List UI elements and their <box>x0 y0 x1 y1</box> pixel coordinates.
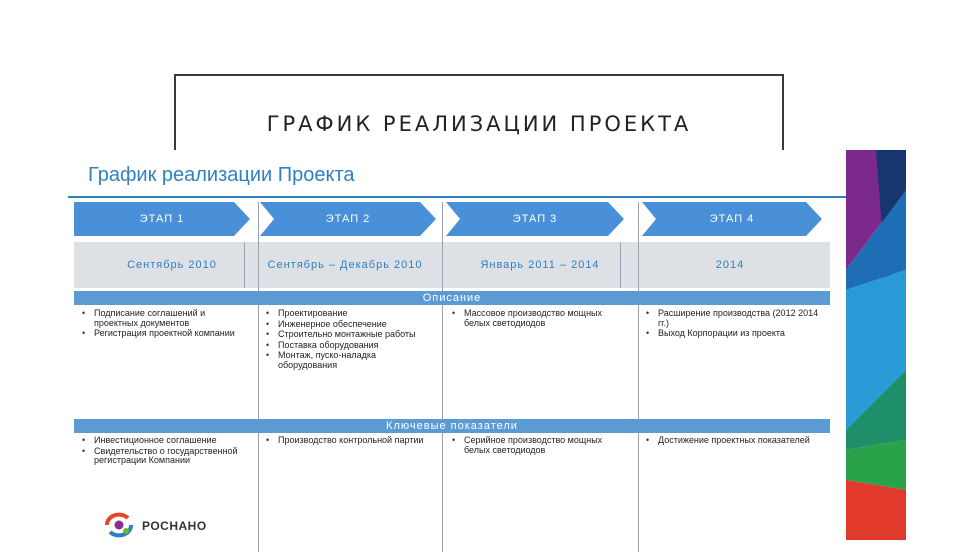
column-divider <box>638 202 639 552</box>
date-divider <box>244 242 245 288</box>
column-divider <box>258 202 259 552</box>
stage-arrow-1 <box>74 202 250 236</box>
slide-title: ГРАФИК РЕАЛИЗАЦИИ ПРОЕКТА <box>266 112 692 136</box>
section-kpi-band: Ключевые показатели <box>74 419 830 433</box>
date-cell-2: Сентябрь – Декабрь 2010 <box>267 259 423 271</box>
schedule-panel <box>60 150 846 540</box>
description-list-3 <box>450 309 620 329</box>
list-item: • Инженерное обеспечение <box>264 320 434 330</box>
column-divider <box>442 202 443 552</box>
kpi-list-3 <box>450 436 620 456</box>
stage-arrow-2 <box>260 202 436 236</box>
stage-label-4: ЭТАП 4 <box>709 213 755 225</box>
list-item: • Свидетельство о государственной регистрации Компании <box>80 447 250 466</box>
date-cell-4: 2014 <box>715 259 745 271</box>
kpi-list-4 <box>644 436 814 447</box>
decorative-stripe <box>846 150 906 540</box>
description-list-2 <box>264 309 434 371</box>
title-rule <box>68 196 846 198</box>
list-item: • Регистрация проектной компании <box>80 329 250 339</box>
stage-arrow-3 <box>446 202 624 236</box>
list-item: • Достижение проектных показателей <box>644 436 814 446</box>
list-item: • Монтаж, пуско-наладка оборудования <box>264 351 434 370</box>
rosnano-logo-icon <box>104 512 134 538</box>
kpi-list-2 <box>264 436 434 447</box>
logo-text: РОСНАНО <box>142 519 207 533</box>
date-divider <box>620 242 621 288</box>
description-list-4 <box>644 309 830 340</box>
stage-label-3: ЭТАП 3 <box>512 213 558 225</box>
list-item: • Серийное производство мощных белых светодиодов <box>450 436 620 455</box>
stage-label-1: ЭТАП 1 <box>139 213 185 225</box>
stage-label-2: ЭТАП 2 <box>325 213 371 225</box>
panel-title: График реализации Проекта <box>88 164 355 186</box>
description-list-1 <box>80 309 250 340</box>
list-item: • Подписание соглашений и проектных документов <box>80 309 250 328</box>
list-item: • Выход Корпорации из проекта <box>644 329 830 339</box>
date-cell-3: Январь 2011 – 2014 <box>480 259 600 271</box>
list-item: • Поставка оборудования <box>264 341 434 351</box>
section-description-band: Описание <box>74 291 830 305</box>
list-item: • Производство контрольной партии <box>264 436 434 446</box>
list-item: • Расширение производства (2012 2014 гг.) <box>644 309 830 328</box>
list-item: • Инвестиционное соглашение <box>80 436 250 446</box>
list-item: • Массовое производство мощных белых светодиодов <box>450 309 620 328</box>
kpi-list-1 <box>80 436 250 467</box>
list-item: • Строительно монтажные работы <box>264 330 434 340</box>
stage-arrow-4 <box>642 202 822 236</box>
list-item: • Проектирование <box>264 309 434 319</box>
date-cell-1: Сентябрь 2010 <box>127 259 217 271</box>
